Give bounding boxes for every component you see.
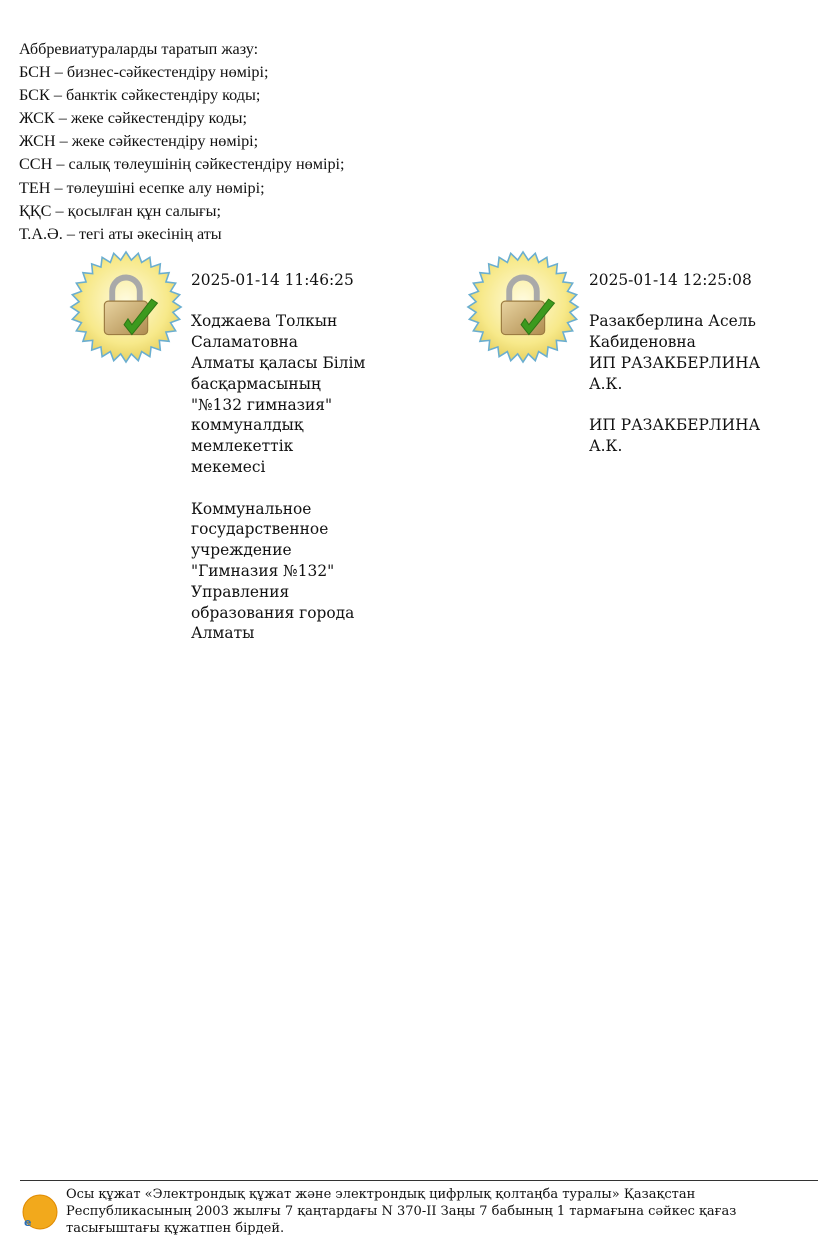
- signature-seal-icon: [67, 248, 185, 366]
- abbreviation-item: Т.А.Ә. – тегі аты әкесінің аты: [19, 224, 222, 243]
- svg-text:e: e: [24, 1216, 32, 1229]
- signature-timestamp: 2025-01-14 11:46:25: [191, 270, 354, 289]
- abbreviation-item: ҚҚС – қосылған құн салығы;: [19, 201, 221, 220]
- abbreviation-item: БСК – банктік сәйкестендіру коды;: [19, 86, 261, 105]
- footer-legal-text: Осы құжат «Электрондық құжат және электрондық цифрлық қолтаңба туралы» Қазақстан Республикасының 2003 жылғы 7 қаңтардағы N 370-II Заңы 7 бабының 1 тармағына сәйкес қағаз тасығыштағы құжатпен бірдей.: [66, 1187, 737, 1236]
- abbreviation-item: ЖСК – жеке сәйкестендіру коды;: [19, 109, 247, 128]
- footer-divider: [20, 1180, 818, 1181]
- signature-seal-icon: [464, 248, 582, 366]
- abbreviation-item: ТЕН – төлеушіні есепке алу нөмірі;: [19, 178, 265, 197]
- signature-block-2: [589, 249, 789, 478]
- abbreviations-block: [19, 38, 345, 246]
- egov-logo-icon: [20, 1190, 60, 1230]
- abbreviation-item: БСН – бизнес-сәйкестендіру нөмірі;: [19, 63, 269, 82]
- abbreviation-item: ССН – салық төлеушінің сәйкестендіру нөмірі;: [19, 155, 345, 174]
- signature-block-1: [191, 249, 391, 665]
- signature-timestamp: 2025-01-14 12:25:08: [589, 270, 752, 289]
- signature-details: Ходжаева Толкын Саламатовна Алматы қаласы Білім басқармасының "№132 гимназия" коммуналдық мемлекеттік мекемесі Коммунальное государственное учреждение "Гимназия №132" Управления образования города Алматы: [191, 312, 366, 643]
- abbreviations-heading: Аббревиатураларды таратып жазу:: [19, 40, 259, 58]
- abbreviation-item: ЖСН – жеке сәйкестендіру нөмірі;: [19, 132, 259, 151]
- signature-details: Разакберлина Асель Кабиденовна ИП РАЗАКБЕРЛИНА А.К. ИП РАЗАКБЕРЛИНА А.К.: [589, 312, 761, 456]
